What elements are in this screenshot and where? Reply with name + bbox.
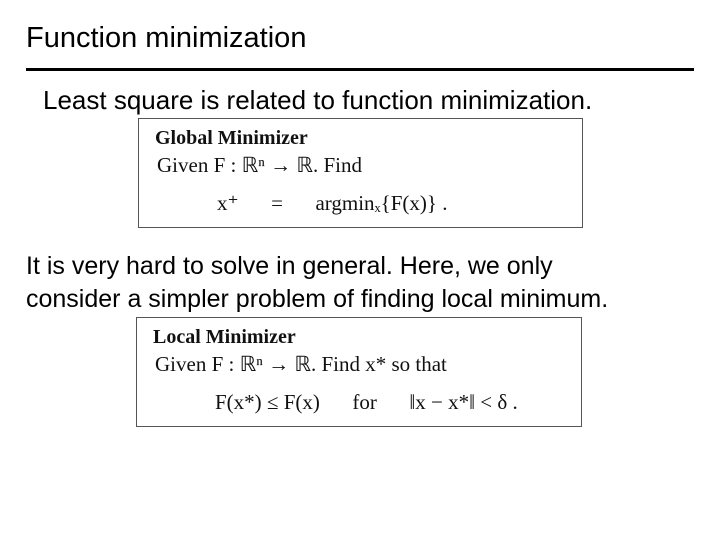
local-formula-main: F(x*) ≤ F(x) (215, 390, 320, 414)
slide-title: Function minimization (26, 22, 307, 54)
global-formula-lhs: x⁺ (217, 191, 239, 215)
intro-text: Least square is related to function minimization. (43, 85, 593, 115)
paragraph-line-2: consider a simpler problem of finding local minimum. (26, 285, 609, 313)
local-given-line: Given F : ℝⁿ → ℝ. Find x* so that (155, 352, 447, 376)
global-formula (217, 191, 447, 216)
local-formula (215, 390, 518, 415)
global-formula-rhs: argminₓ{F(x)} . (315, 191, 448, 215)
title-underline (26, 68, 694, 71)
global-minimizer-heading: Global Minimizer (155, 127, 308, 149)
local-formula-for: for (352, 390, 377, 414)
body-paragraph (26, 250, 608, 316)
global-minimizer-definition (138, 118, 583, 228)
local-formula-condition: ‖x − x*‖ < δ . (409, 390, 518, 414)
global-formula-rel: = (271, 191, 283, 215)
paragraph-line-1: It is very hard to solve in general. Here, we only (26, 252, 553, 280)
global-given-line: Given F : ℝⁿ → ℝ. Find (157, 153, 362, 177)
local-minimizer-definition (136, 317, 582, 427)
local-minimizer-heading: Local Minimizer (153, 326, 296, 348)
